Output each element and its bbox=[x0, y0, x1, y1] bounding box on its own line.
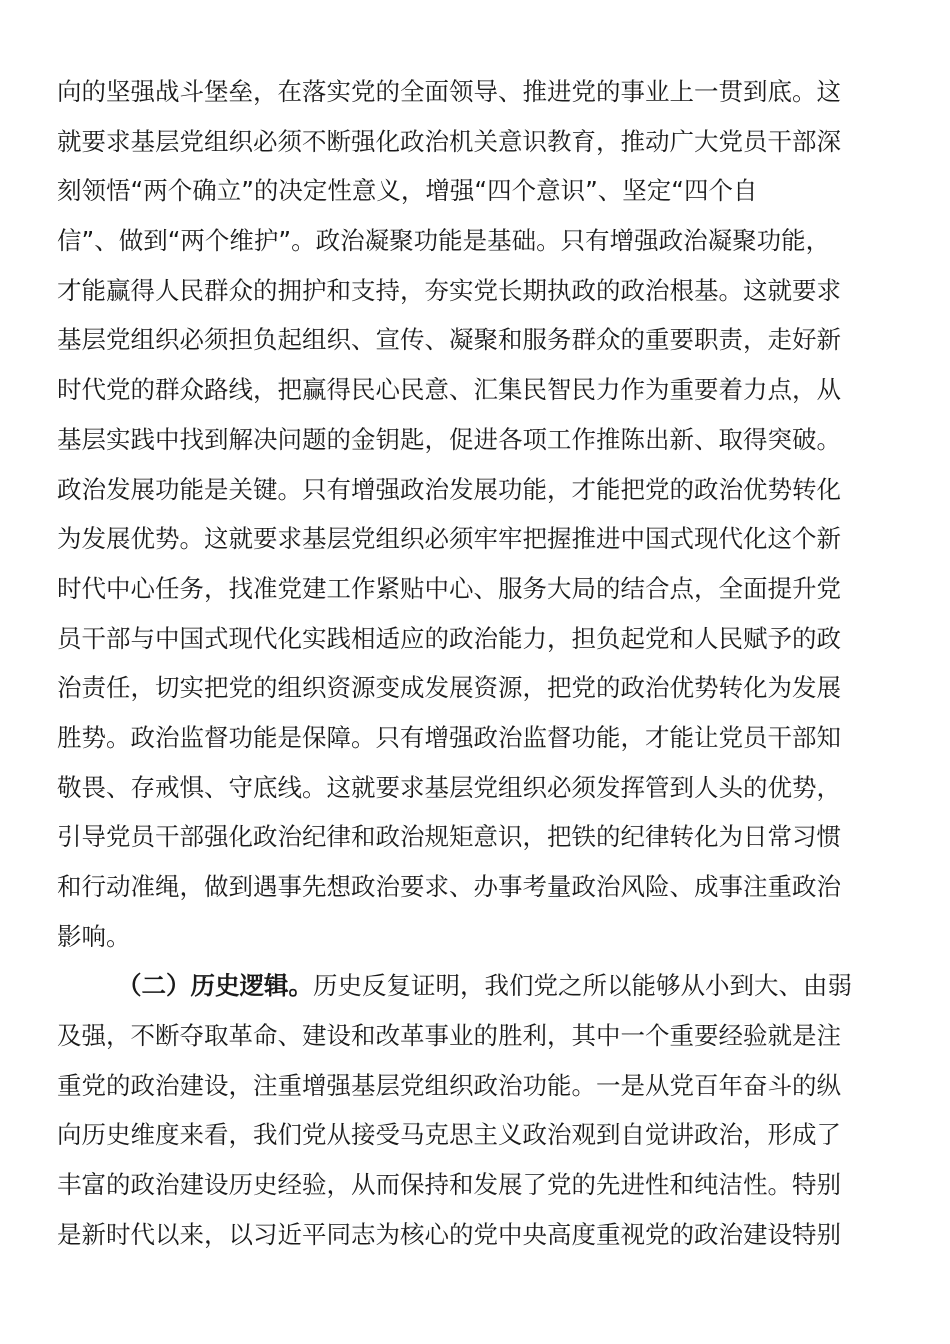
text-line: 为发展优势。这就要求基层党组织必须牢牢把握推进中国式现代化这个新 bbox=[57, 524, 841, 554]
body-text bbox=[57, 67, 893, 1260]
text-line: 信”、做到“两个维护”。政治凝聚功能是基础。只有增强政治凝聚功能， bbox=[57, 226, 831, 256]
text-line: 影响。 bbox=[57, 921, 131, 951]
text-line: 基层实践中找到解决问题的金钥匙，促进各项工作推陈出新、取得突破。 bbox=[57, 424, 841, 454]
text-line: 向的坚强战斗堡垒，在落实党的全面领导、推进党的事业上一贯到底。这 bbox=[57, 77, 841, 106]
text-line: 重党的政治建设，注重增强基层党组织政治功能。一是从党百年奋斗的纵 bbox=[57, 1070, 841, 1100]
section-heading-rest: 历史反复证明，我们党之所以能够从小到大、由弱 bbox=[313, 971, 852, 1001]
text-line: 敬畏、存戒惧、守底线。这就要求基层党组织必须发挥管到人头的优势， bbox=[57, 772, 841, 802]
text-line: 向历史维度来看，我们党从接受马克思主义政治观到自觉讲政治，形成了 bbox=[57, 1120, 841, 1150]
text-line: 刻领悟“两个确立”的决定性意义，增强“四个意识”、坚定“四个自 bbox=[57, 176, 758, 206]
text-line: 治责任，切实把党的组织资源变成发展资源，把党的政治优势转化为发展 bbox=[57, 673, 841, 703]
text-line: 和行动准绳，做到遇事先想政治要求、办事考量政治风险、成事注重政治 bbox=[57, 872, 841, 901]
text-line: 引导党员干部强化政治纪律和政治规矩意识，把铁的纪律转化为日常习惯 bbox=[57, 822, 841, 852]
text-line: 胜势。政治监督功能是保障。只有增强政治监督功能，才能让党员干部知 bbox=[57, 722, 841, 752]
text-line: 基层党组织必须担负起组织、宣传、凝聚和服务群众的重要职责，走好新 bbox=[57, 325, 841, 355]
text-line: 是新时代以来，以习近平同志为核心的党中央高度重视党的政治建设特别 bbox=[57, 1219, 841, 1249]
text-line: 就要求基层党组织必须不断强化政治机关意识教育，推动广大党员干部深 bbox=[57, 126, 841, 156]
text-line: 丰富的政治建设历史经验，从而保持和发展了党的先进性和纯洁性。特别 bbox=[57, 1170, 841, 1200]
section-heading: （二）历史逻辑。 bbox=[117, 971, 313, 1001]
text-line: 政治发展功能是关键。只有增强政治发展功能，才能把党的政治优势转化 bbox=[57, 474, 841, 504]
text-line: 时代中心任务，找准党建工作紧贴中心、服务大局的结合点，全面提升党 bbox=[57, 573, 841, 603]
text-line: 员干部与中国式现代化实践相适应的政治能力，担负起党和人民赋予的政 bbox=[57, 623, 841, 653]
text-line: 时代党的群众路线，把赢得民心民意、汇集民智民力作为重要着力点，从 bbox=[57, 375, 841, 405]
text-line: 及强，不断夺取革命、建设和改革事业的胜利，其中一个重要经验就是注 bbox=[57, 1021, 841, 1051]
text-line: 才能赢得人民群众的拥护和支持，夯实党长期执政的政治根基。这就要求 bbox=[57, 275, 841, 305]
section-heading-line bbox=[57, 961, 893, 1011]
